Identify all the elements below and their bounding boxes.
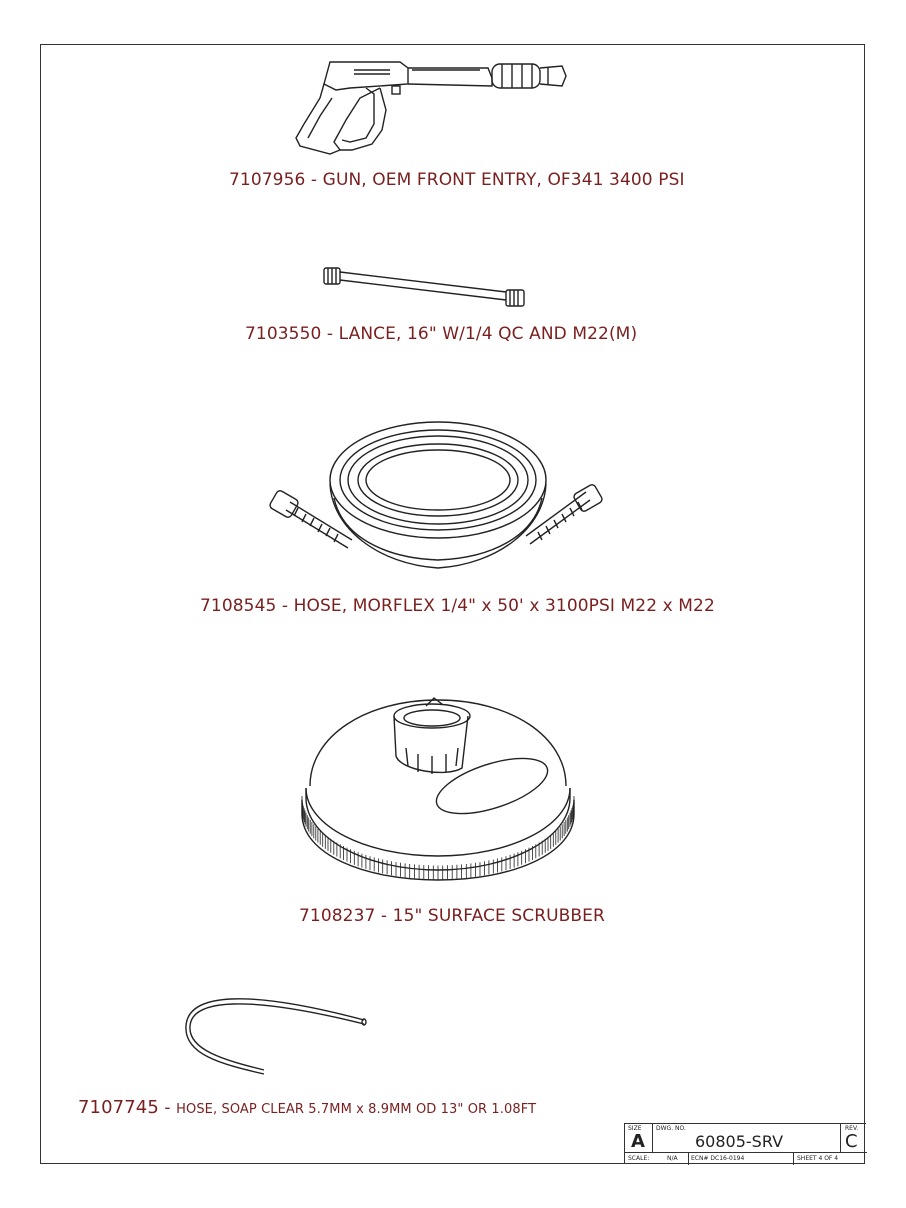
part-caption-scrubber: 7108237 - 15" SURFACE SCRUBBER <box>299 906 605 926</box>
rev-value: C <box>845 1131 858 1152</box>
part-caption-gun: 7107956 - GUN, OEM FRONT ENTRY, OF341 3400 PSI <box>229 170 685 190</box>
size-label: SIZE <box>628 1125 642 1132</box>
scale-value: N/A <box>667 1155 678 1162</box>
ecn-number: ECN# DC16-0194 <box>691 1155 745 1162</box>
sheet-number: SHEET 4 OF 4 <box>797 1155 839 1162</box>
scale-label: SCALE: <box>628 1155 650 1162</box>
part-caption-hose: 7108545 - HOSE, MORFLEX 1/4" x 50' x 3100PSI M22 x M22 <box>200 596 715 616</box>
part-code: 7108545 <box>200 596 277 616</box>
part-description: HOSE, MORFLEX 1/4" x 50' x 3100PSI M22 x M22 <box>293 596 715 616</box>
coiled-hose-icon <box>268 418 608 580</box>
part-description: HOSE, SOAP CLEAR 5.7MM x 8.9MM OD 13" OR 1.08FT <box>176 1102 537 1117</box>
title-block <box>624 1123 866 1164</box>
rev-label: REV. <box>845 1125 859 1132</box>
spray-gun-icon <box>290 54 570 160</box>
part-description: GUN, OEM FRONT ENTRY, OF341 3400 PSI <box>322 170 685 190</box>
part-caption-lance: 7103550 - LANCE, 16" W/1/4 QC AND M22(M) <box>245 324 638 344</box>
soap-hose-icon <box>184 990 374 1076</box>
part-code: 7107745 <box>78 1097 159 1118</box>
part-description: LANCE, 16" W/1/4 QC AND M22(M) <box>338 324 638 344</box>
dwg-label: DWG. NO. <box>656 1125 686 1132</box>
part-code: 7103550 <box>245 324 322 344</box>
dwg-number: 60805-SRV <box>695 1132 784 1151</box>
part-code: 7107956 <box>229 170 306 190</box>
part-code: 7108237 <box>299 906 376 926</box>
size-value: A <box>631 1131 645 1152</box>
surface-scrubber-icon <box>296 686 580 882</box>
part-caption-soap-hose: 7107745 - HOSE, SOAP CLEAR 5.7MM x 8.9MM OD 13" OR 1.08FT <box>78 1097 537 1118</box>
part-description: 15" SURFACE SCRUBBER <box>392 906 605 926</box>
lance-icon <box>320 264 530 310</box>
scrubber-brush-teeth <box>302 796 574 880</box>
